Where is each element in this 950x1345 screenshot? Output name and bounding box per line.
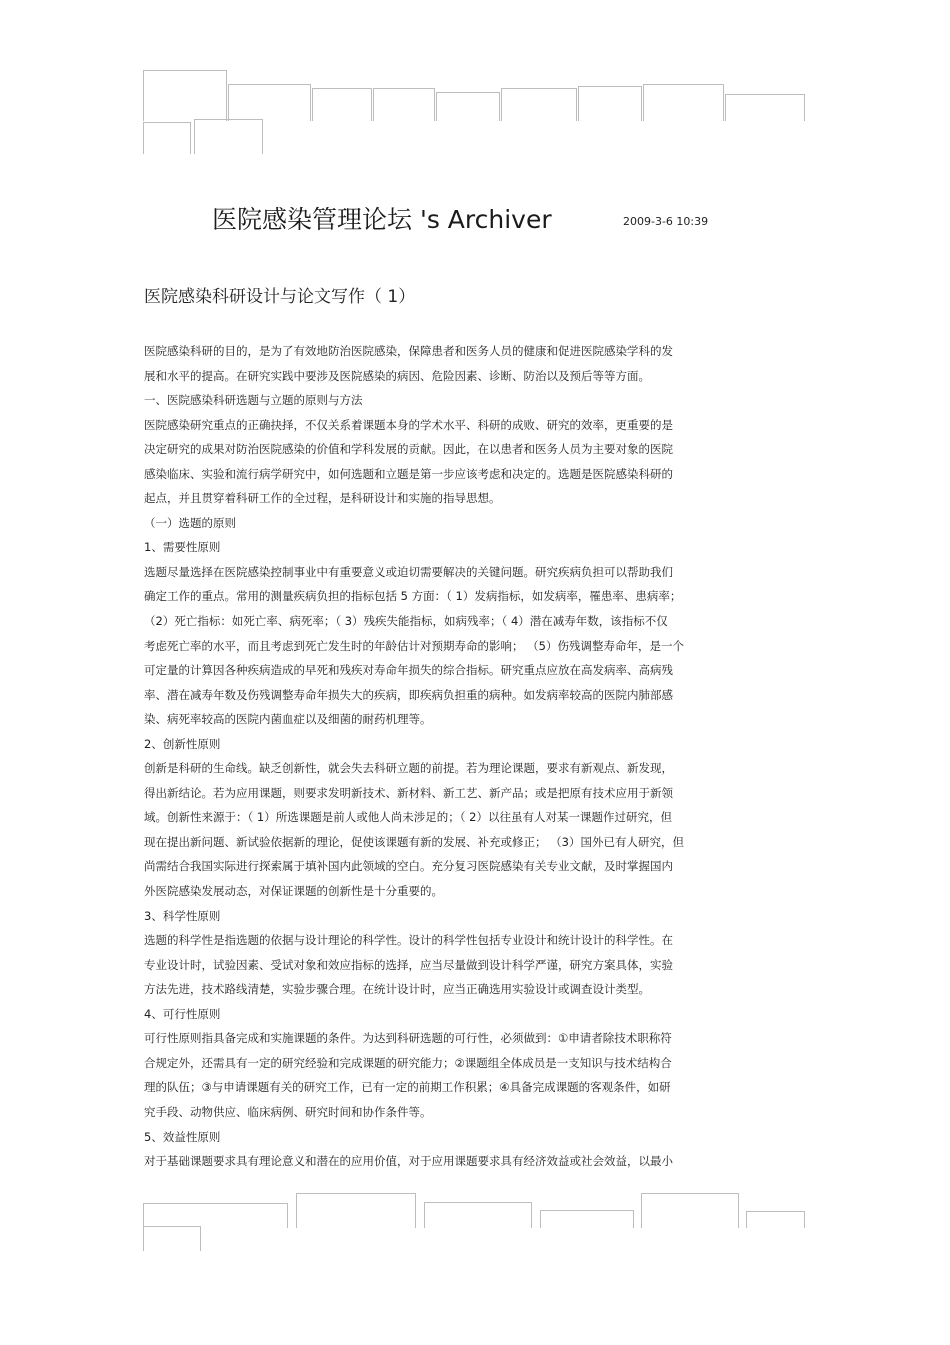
body-line: 展和水平的提高。在研究实践中要涉及医院感染的病因、危险因素、诊断、防治以及预后等等方面。	[144, 368, 650, 383]
body-line: （2）死亡指标：如死亡率、病死率；（ 3）残疾失能指标，如病残率；（ 4）潜在减寿年数，该指标不仅	[144, 614, 668, 629]
body-line: 尚需结合我国实际进行探索属于填补国内此领域的空白。充分复习医院感染有关专业文献，及时掌握国内	[144, 859, 673, 874]
bottom-frame-box	[296, 1193, 416, 1228]
body-line: 专业设计时，试验因素、受试对象和效应指标的选择，应当尽量做到设计科学严谨，研究方案具体，实验	[144, 957, 673, 972]
section-heading: 一、医院感染科研选题与立题的原则与方法	[144, 393, 363, 408]
body-line: 究手段、动物供应、临床病例、研究时间和协作条件等。	[144, 1104, 432, 1119]
body-line: 现在提出新问题、新试验依据新的理论，促使该课题有新的发展、补充或修正； （3）国外已有人研究，但	[144, 834, 684, 849]
body-line: 医院感染研究重点的正确抉择，不仅关系着课题本身的学术水平、科研的成败、研究的效率，更重要的是	[144, 417, 673, 432]
top-frame-box	[143, 70, 227, 121]
body-line: 率、潜在减寿年数及伤残调整寿命年损失大的疾病，即疾病负担重的病种。如发病率较高的医院内肺部感	[144, 687, 673, 702]
body-line: 得出新结论。若为应用课题，则要求发明新技术、新材料、新工艺、新产品；或是把原有技术应用于新领	[144, 785, 673, 800]
principle-heading: 4、可行性原则	[144, 1006, 221, 1021]
site-title: 医院感染管理论坛 's Archiver	[212, 205, 552, 234]
article-body	[144, 339, 804, 1174]
bottom-frame-box	[143, 1203, 288, 1228]
bottom-frame-box	[540, 1210, 634, 1228]
body-line: 创新是科研的生命线。缺乏创新性，就会失去科研立题的前提。若为理论课题，要求有新观点、新发现，	[144, 761, 673, 776]
top-frame-box	[578, 86, 642, 121]
body-line: 对于基础课题要求具有理论意义和潜在的应用价值，对于应用课题要求具有经济效益或社会效益，以最小	[144, 1154, 673, 1169]
top-frame-box	[194, 119, 263, 154]
body-line: 方法先进，技术路线清楚，实验步骤合理。在统计设计时，应当正确选用实验设计或调查设计类型。	[144, 982, 650, 997]
top-frame-box	[501, 88, 577, 121]
bottom-frame-box	[641, 1193, 739, 1228]
body-line: 感染临床、实验和流行病学研究中，如何选题和立题是第一步应该考虑和决定的。选题是医院感染科研的	[144, 466, 673, 481]
top-frame-box	[228, 84, 311, 121]
top-frame-box	[725, 94, 805, 121]
body-line: 考虑死亡率的水平，而且考虑到死亡发生时的年龄估计对预期寿命的影响； （5）伤残调整寿命年，是一个	[144, 638, 684, 653]
body-line: 染、病死率较高的医院内菌血症以及细菌的耐药机理等。	[144, 712, 432, 727]
body-line: 决定研究的成果对防治医院感染的价值和学科发展的贡献。因此，在以患者和医务人员为主要对象的医院	[144, 442, 673, 457]
body-line: 理的队伍；③与申请课题有关的研究工作，已有一定的前期工作积累；④具备完成课题的客观条件，如研	[144, 1080, 671, 1095]
top-frame-box	[373, 88, 435, 121]
bottom-frame-box	[143, 1226, 201, 1251]
body-line: 合规定外，还需具有一定的研究经验和完成课题的研究能力；②课题组全体成员是一支知识与技术结构合	[144, 1055, 672, 1070]
principle-heading: 1、需要性原则	[144, 540, 221, 555]
bottom-frame-box	[746, 1211, 805, 1228]
body-line: 选题尽量选择在医院感染控制事业中有重要意义或迫切需要解决的关键问题。研究疾病负担可以帮助我们	[144, 564, 673, 579]
top-frame-box	[143, 122, 191, 154]
subsection-heading: （一）选题的原则	[144, 515, 236, 530]
top-frame-box	[436, 92, 500, 121]
principle-heading: 2、创新性原则	[144, 736, 221, 751]
bottom-frame-box	[424, 1202, 532, 1228]
top-frame-box	[643, 84, 724, 121]
body-line: 起点，并且贯穿着科研工作的全过程，是科研设计和实施的指导思想。	[144, 491, 501, 506]
archive-header	[212, 204, 772, 240]
top-frame-box	[312, 88, 372, 121]
body-line: 域。创新性来源于：（ 1）所选课题是前人或他人尚未涉足的；（ 2）以往虽有人对某一课题作过研究，但	[144, 810, 672, 825]
body-line: 可行性原则指具备完成和实施课题的条件。为达到科研选题的可行性，必须做到：①申请者除技术职称符	[144, 1031, 672, 1046]
body-line: 确定工作的重点。常用的测量疾病负担的指标包括 5 方面：（ 1）发病指标，如发病率，罹患率、患病率；	[144, 589, 682, 604]
body-line: 选题的科学性是指选题的依据与设计理论的科学性。设计的科学性包括专业设计和统计设计的科学性。在	[144, 933, 673, 948]
body-line: 外医院感染发展动态，对保证课题的创新性是十分重要的。	[144, 884, 443, 899]
post-date: 2009-3-6 10:39	[623, 215, 709, 228]
body-line: 医院感染科研的目的，是为了有效地防治医院感染，保障患者和医务人员的健康和促进医院感染学科的发	[144, 344, 673, 358]
principle-heading: 5、效益性原则	[144, 1129, 221, 1144]
body-line: 可定量的计算因各种疾病造成的早死和残疾对寿命年损失的综合指标。研究重点应放在高发病率、高病残	[144, 663, 673, 678]
article-title: 医院感染科研设计与论文写作（ 1）	[144, 287, 416, 307]
principle-heading: 3、科学性原则	[144, 908, 221, 923]
